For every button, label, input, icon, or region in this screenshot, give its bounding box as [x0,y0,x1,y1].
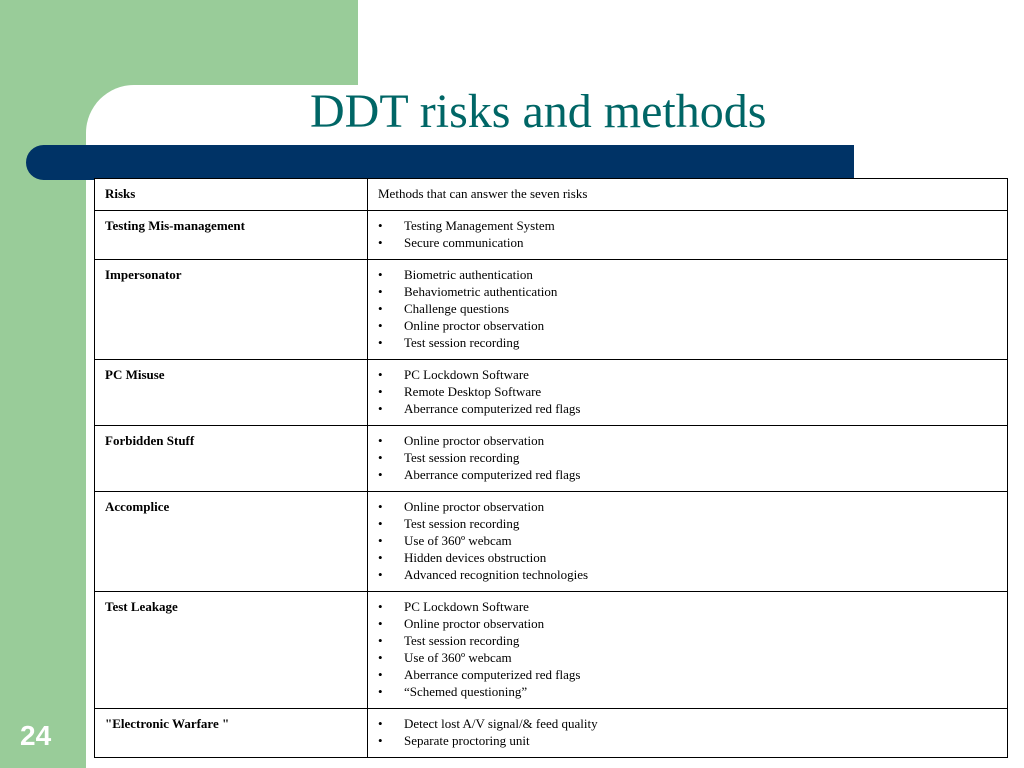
method-item: • Use of 360º webcam [378,649,997,666]
methods-cell [368,260,1008,360]
risk-name: Test Leakage [95,592,368,709]
method-item: • Detect lost A/V signal/& feed quality [378,715,997,732]
method-item: • Behaviometric authentication [378,283,997,300]
risk-name: Impersonator [95,260,368,360]
risk-name: Accomplice [95,492,368,592]
table-row [95,211,1008,260]
slide-number: 24 [20,720,52,751]
risk-name: Forbidden Stuff [95,426,368,492]
method-item: • Online proctor observation [378,498,997,515]
method-item: • Challenge questions [378,300,997,317]
method-item: • Use of 360º webcam [378,532,997,549]
method-item: • Biometric authentication [378,266,997,283]
method-item: • Test session recording [378,632,997,649]
methods-cell [368,492,1008,592]
method-item: • Online proctor observation [378,432,997,449]
method-item: • Hidden devices obstruction [378,549,997,566]
method-item: • Remote Desktop Software [378,383,997,400]
method-item: • Test session recording [378,449,997,466]
risk-name: PC Misuse [95,360,368,426]
method-item: • Aberrance computerized red flags [378,400,997,417]
risks-table [94,178,1008,758]
method-item: • Testing Management System [378,217,997,234]
table-row [95,709,1008,758]
table-row [95,426,1008,492]
methods-cell [368,360,1008,426]
header-risks: Risks [95,179,368,211]
method-item: • Secure communication [378,234,997,251]
methods-cell [368,592,1008,709]
header-methods: Methods that can answer the seven risks [368,179,1008,211]
method-item: • Test session recording [378,515,997,532]
method-item: • Aberrance computerized red flags [378,666,997,683]
method-item: • Online proctor observation [378,317,997,334]
methods-cell [368,211,1008,260]
table-row [95,492,1008,592]
method-item: • Separate proctoring unit [378,732,997,749]
table-row [95,360,1008,426]
method-item: • Online proctor observation [378,615,997,632]
method-item: • “Schemed questioning” [378,683,997,700]
methods-cell [368,426,1008,492]
methods-cell [368,709,1008,758]
table-row [95,260,1008,360]
table-row [95,592,1008,709]
page-title: DDT risks and methods [310,85,767,138]
method-item: • Advanced recognition technologies [378,566,997,583]
method-item: • PC Lockdown Software [378,598,997,615]
risk-name: "Electronic Warfare " [95,709,368,758]
method-item: • Aberrance computerized red flags [378,466,997,483]
table-header-row [95,179,1008,211]
method-item: • PC Lockdown Software [378,366,997,383]
title-banner [26,145,854,180]
method-item: • Test session recording [378,334,997,351]
risk-name: Testing Mis-management [95,211,368,260]
